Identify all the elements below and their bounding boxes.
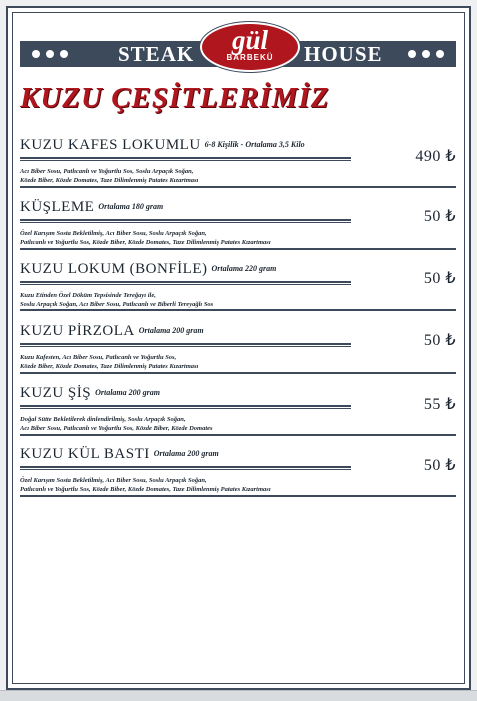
item-description [20, 229, 360, 247]
item-underline [20, 466, 351, 470]
dot-icon [436, 50, 444, 58]
item-description-line: Acı Biber Sosu, Patlıcanlı ve Yoğurtlu Sos, Soslu Arpaçık Soğan, [20, 168, 194, 175]
dot-icon [32, 50, 40, 58]
item-underline [20, 219, 351, 223]
menu-item [20, 445, 456, 494]
item-price [415, 146, 456, 166]
lira-icon: ₺ [445, 148, 456, 165]
item-price [424, 206, 456, 226]
item-price [424, 330, 456, 350]
item-description-line: Acı Biber Sosu, Patlıcanlı ve Yoğurtlu Sos, Közde Biber, Közde Domates [20, 425, 213, 432]
item-description [20, 353, 360, 371]
lira-icon: ₺ [445, 396, 456, 413]
section-title: KUZU ÇEŞİTLERİMİZ [20, 82, 330, 114]
item-note: Ortalama 200 gram [95, 388, 160, 397]
item-separator [20, 495, 456, 497]
item-description-line: Közde Biber, Közde Domates, Taze Dilimlenmiş Patates Kızartması [20, 363, 199, 370]
item-description-line: Kuzu Kafesten, Acı Biber Sosu, Patlıcanlı ve Yoğurtlu Sos, [20, 354, 177, 361]
item-description-line: Soslu Arpaçık Soğan, Acı Biber Sosu, Patlıcanlı ve Biberli Tereyağlı Sos [20, 301, 214, 308]
price-value: 50 [423, 332, 441, 349]
item-separator [20, 186, 456, 188]
price-value: 50 [423, 270, 441, 287]
item-separator [20, 372, 456, 374]
item-note: Ortalama 200 gram [153, 449, 219, 458]
item-separator [20, 309, 456, 311]
item-separator [20, 434, 456, 436]
menu-item [20, 322, 456, 371]
menu-item [20, 260, 456, 309]
item-underline [20, 343, 351, 347]
item-note: Ortalama 180 gram [98, 202, 164, 211]
item-name: KÜŞLEME [20, 199, 95, 215]
item-description-line: Patlıcanlı ve Yoğurtlu Sos, Közde Biber, Közde Domates, Taze Dilimlenmiş Patates Kızartması [20, 486, 271, 493]
item-name: KUZU ŞİŞ [20, 385, 92, 401]
item-description [20, 167, 360, 185]
lira-icon: ₺ [445, 457, 456, 474]
lira-icon: ₺ [445, 270, 456, 287]
price-value: 50 [423, 457, 441, 474]
item-description [20, 476, 360, 494]
item-underline [20, 281, 351, 285]
item-description-line: Kuzu Etinden Özel Döküm Tepsisinde Tereğayı ile, [20, 292, 156, 299]
item-underline [20, 157, 351, 161]
price-value: 490 [415, 148, 441, 165]
item-underline [20, 405, 351, 409]
dot-icon [408, 50, 416, 58]
item-description [20, 291, 360, 309]
price-value: 50 [423, 208, 441, 225]
lira-icon: ₺ [445, 208, 456, 225]
item-note: 6-8 Kişilik - Ortalama 3,5 Kilo [204, 140, 305, 149]
item-name: KUZU LOKUM (BONFİLE) [20, 261, 208, 277]
item-price [424, 455, 456, 475]
item-description [20, 415, 360, 433]
price-value: 55 [423, 396, 441, 413]
banner-word-steak: STEAK [118, 42, 195, 66]
menu-item [20, 384, 456, 433]
lira-icon: ₺ [445, 332, 456, 349]
dot-icon [46, 50, 54, 58]
banner-dots-right [408, 41, 444, 67]
item-name: KUZU PİRZOLA [20, 323, 135, 339]
item-note: Ortalama 220 gram [211, 264, 277, 273]
banner-dots-left [32, 41, 68, 67]
dot-icon [422, 50, 430, 58]
dot-icon [60, 50, 68, 58]
item-description-line: Özel Karışım Sosta Bekletilmiş, Acı Biber Sosu, Soslu Arpaçık Soğan, [20, 477, 207, 484]
item-price [424, 268, 456, 288]
item-description-line: Patlıcanlı ve Yoğurtlu Sos, Közde Biber, Közde Domates, Taze Dilimlenmiş Patates Kızartması [20, 239, 271, 246]
banner-word-house: HOUSE [304, 42, 383, 66]
brand-logo [200, 22, 300, 72]
item-description-line: Közde Biber, Közde Domates, Taze Dilimlenmiş Patates Kızartması [20, 177, 199, 184]
item-price [424, 394, 456, 414]
bottom-strip [0, 690, 477, 701]
item-note: Ortalama 200 gram [138, 326, 204, 335]
logo-name: gül [231, 25, 269, 55]
menu-item [20, 136, 456, 185]
logo-subtitle: BARBEKÜ [226, 53, 274, 62]
item-separator [20, 248, 456, 250]
item-description-line: Özel Karışım Sosta Bekletilmiş, Acı Biber Sosu, Soslu Arpaçık Soğan, [20, 230, 207, 237]
item-description-line: Doğal Sütte Bekletilerek dinlendirilmiş, Soslu Arpaçık Soğan, [20, 416, 186, 423]
item-name: KUZU KÜL BASTI [20, 446, 150, 462]
menu-item [20, 198, 456, 247]
item-name: KUZU KAFES LOKUMLU [20, 137, 201, 153]
